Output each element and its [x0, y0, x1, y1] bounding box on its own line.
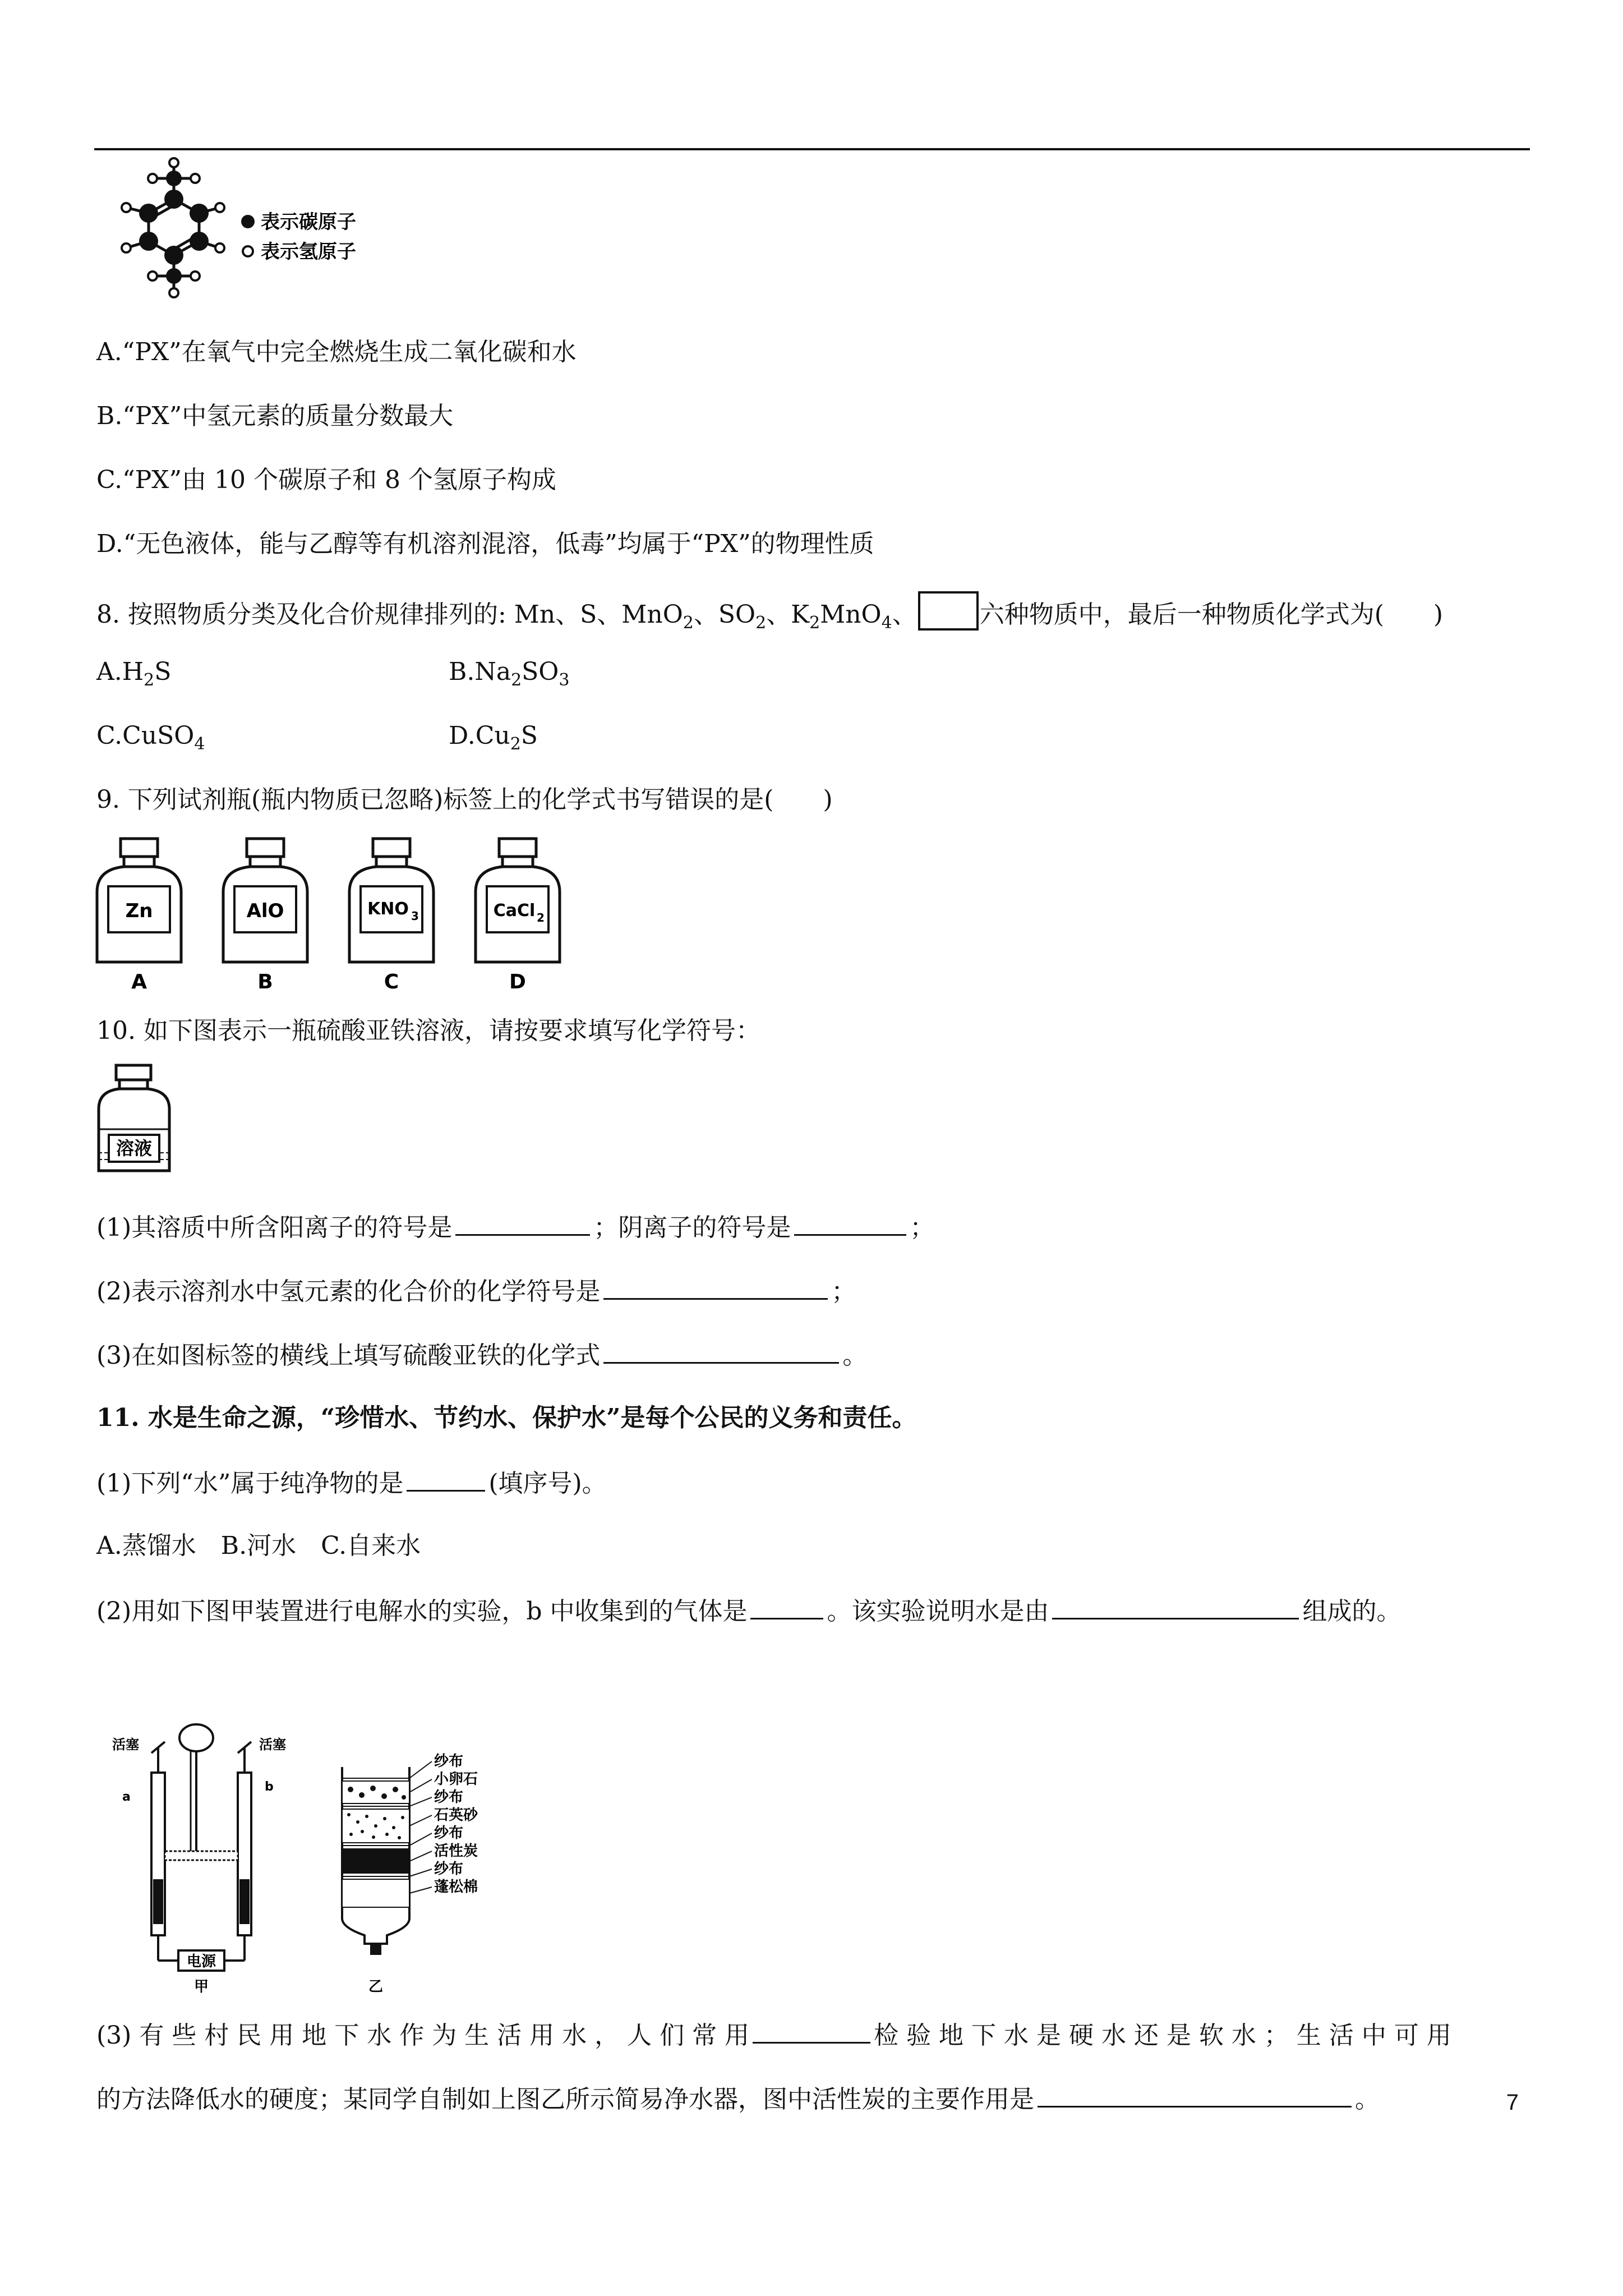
q11-part2: (2)用如下图甲装置进行电解水的实验，b 中收集到的气体是 。该实验说明水是由 组成的。 [96, 1593, 1401, 1628]
legend-carbon-dot [241, 215, 255, 228]
svg-text:a: a [122, 1790, 131, 1804]
header-rule [94, 148, 1530, 150]
q11-blank-gas[interactable] [750, 1593, 823, 1619]
q11-blank-test-method[interactable] [753, 2017, 870, 2044]
q10-blank-anion[interactable] [794, 1209, 906, 1236]
svg-text:纱布: 纱布 [434, 1861, 464, 1878]
hydrogen-atom [148, 174, 157, 183]
svg-text:石英砂: 石英砂 [434, 1807, 478, 1824]
carbon-atom [164, 246, 183, 265]
fig-jia-electrolysis [112, 1717, 292, 1995]
carbon-atom [166, 268, 182, 284]
svg-text:活塞: 活塞 [259, 1737, 286, 1752]
q8-answer-box [918, 591, 979, 631]
q10-solution-bottle [95, 1063, 174, 1175]
svg-text:AlO: AlO [246, 900, 284, 922]
svg-text:纱布: 纱布 [434, 1825, 464, 1842]
legend-hydrogen-dot [243, 246, 253, 256]
bottle-a [97, 839, 181, 993]
svg-text:乙: 乙 [368, 1978, 384, 1995]
q11-part3-line1: (3) 有 些 村 民 用 地 下 水 作 为 生 活 用 水 ， 人 们 常 用 检 验 地 下 水 是 硬 水 还 是 软 水 ； 生 活 中 可 用 [96, 2017, 1451, 2053]
svg-text:纱布: 纱布 [434, 1753, 464, 1770]
hydrogen-atom [191, 272, 200, 280]
bottle-b [223, 839, 307, 993]
svg-text:电源: 电源 [186, 1953, 216, 1970]
svg-text:活性炭: 活性炭 [434, 1843, 478, 1860]
carbon-atom [190, 204, 209, 223]
carbon-atom [164, 190, 183, 209]
svg-text:A: A [131, 970, 147, 993]
svg-text:甲: 甲 [193, 1978, 209, 1995]
q11-blank-pure[interactable] [407, 1465, 485, 1492]
legend-hydrogen-text: 表示氢原子 [261, 241, 356, 263]
q8-option-c: C.CuSO$_4$ [96, 721, 205, 754]
fig-yi-water-purifier [331, 1750, 510, 1997]
carbon-atom [166, 171, 182, 186]
q10-part2: (2)表示溶剂水中氢元素的化合价的化学符号是 ； [96, 1273, 856, 1309]
q11-stem: 11. 水是生命之源，“珍惜水、节约水、保护水”是每个公民的义务和责任。 [96, 1404, 917, 1432]
q10-part1: (1)其溶质中所含阳离子的符号是 ；阴离子的符号是 ； [96, 1209, 934, 1245]
svg-text:小卵石: 小卵石 [434, 1771, 478, 1788]
hydrogen-atom [215, 203, 224, 212]
svg-text:b: b [265, 1780, 274, 1794]
q7-option-a: A.“PX”在氧气中完全燃烧生成二氧化碳和水 [96, 338, 577, 366]
svg-text:CaCl: CaCl [493, 901, 536, 921]
svg-text:D: D [509, 970, 526, 993]
q7-option-d: D.“无色液体，能与乙醇等有机溶剂混溶，低毒”均属于“PX”的物理性质 [96, 530, 874, 558]
carbon-atom [190, 232, 209, 251]
q7-option-c: C.“PX”由 10 个碳原子和 8 个氢原子构成 [96, 466, 556, 494]
page-number: 7 [1506, 2090, 1519, 2115]
bottle-d [476, 839, 560, 993]
svg-text:C: C [384, 970, 399, 993]
legend-carbon-text: 表示碳原子 [261, 211, 356, 233]
svg-text:2: 2 [537, 911, 545, 924]
q9-stem: 9. 下列试剂瓶(瓶内物质已忽略)标签上的化学式书写错误的是( ) [96, 785, 833, 814]
px-molecule-diagram [90, 157, 404, 320]
svg-text:Zn: Zn [125, 900, 153, 922]
q11-part3-line2: 的方法降低水的硬度；某同学自制如上图乙所示简易净水器，图中活性炭的主要作用是 。 [96, 2081, 1380, 2116]
q10-stem: 10. 如下图表示一瓶硫酸亚铁溶液，请按要求填写化学符号： [96, 1016, 760, 1045]
q8-option-b: $B.Na_2SO_3$ [449, 657, 570, 690]
hydrogen-atom [122, 203, 131, 212]
svg-text:纱布: 纱布 [434, 1789, 464, 1806]
hydrogen-atom [215, 243, 224, 252]
q11-part1-options: A.蒸馏水 B.河水 C.自来水 [96, 1531, 421, 1560]
bottle-c [349, 839, 434, 993]
q8-option-d: $D.Cu_2S$ [449, 721, 538, 754]
carbon-atom [139, 232, 158, 251]
q10-blank-valence[interactable] [603, 1273, 828, 1300]
svg-text:KNO: KNO [367, 899, 409, 919]
hydrogen-atom [148, 272, 157, 280]
svg-text:B: B [257, 970, 273, 993]
q8-option-a: $A.H_2S$ [96, 657, 172, 690]
svg-text:蓬松棉: 蓬松棉 [434, 1879, 478, 1895]
carbon-atom [139, 204, 158, 223]
q9-bottles-figure [93, 836, 575, 999]
q7-option-b: B.“PX”中氢元素的质量分数最大 [96, 402, 454, 430]
q10-blank-formula[interactable] [603, 1337, 839, 1364]
hydrogen-atom [122, 243, 131, 252]
q11-blank-composition[interactable] [1052, 1593, 1299, 1619]
q11-blank-carbon-role[interactable] [1038, 2081, 1352, 2108]
svg-text:活塞: 活塞 [112, 1737, 139, 1752]
svg-text:3: 3 [411, 909, 419, 923]
svg-text:溶液: 溶液 [116, 1138, 153, 1159]
q11-part1: (1)下列“水”属于纯净物的是 (填序号)。 [96, 1465, 607, 1501]
hydrogen-atom [169, 288, 178, 297]
q8-stem: 8. 按照物质分类及化合价规律排列的: Mn、S、MnO$_2$、$SO_2$、$K_2MnO_4$、 六种物质中，最后一种物质化学式为( ) [96, 591, 1443, 640]
hydrogen-atom [169, 158, 178, 167]
hydrogen-atom [191, 174, 200, 183]
q10-part3: (3)在如图标签的横线上填写硫酸亚铁的化学式 。 [96, 1337, 867, 1373]
q10-blank-cation[interactable] [455, 1209, 590, 1236]
